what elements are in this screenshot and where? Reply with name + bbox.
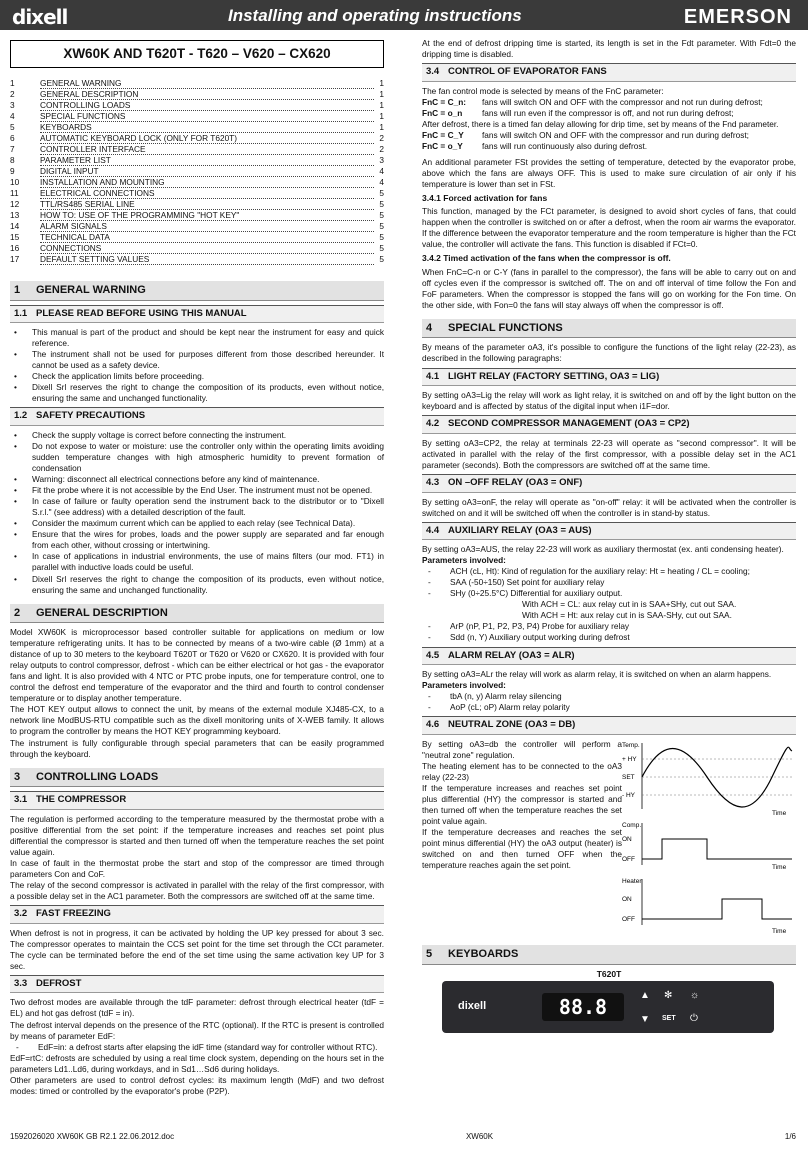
fan-mode-desc: fans will run even if the compressor is off, and not run during defrost; xyxy=(482,107,734,118)
fan-mode-desc: fans will switch ON and OFF with the compressor and not run during defrost; xyxy=(482,96,763,107)
toc-page: 5 xyxy=(379,198,384,209)
fan-mode-desc: After defrost, there is a timed fan delay allowing for drip time, set by means of the Fnd parameter. xyxy=(422,118,779,129)
section-1-heading: 1 GENERAL WARNING xyxy=(10,281,384,301)
toc-row[interactable] xyxy=(10,166,384,177)
list-item: • In case of failure or faulty operation send the instrument back to the distributor or to "Dixell S.r.l." (see address) with a detailed description of the fault. xyxy=(10,496,384,518)
toc-row[interactable] xyxy=(10,232,384,243)
toc-number: 5 xyxy=(10,121,15,132)
section-3-3-heading: 3.3 DEFROST xyxy=(10,975,384,994)
down-key-icon[interactable]: ▼ xyxy=(640,1013,650,1025)
toc-title: PARAMETER LIST xyxy=(40,155,374,166)
toc-page: 5 xyxy=(379,209,384,220)
toc-number: 17 xyxy=(10,253,20,264)
footer-page: 1/6 xyxy=(784,1132,796,1141)
time-axis-label: Time xyxy=(772,927,787,935)
toc-row[interactable] xyxy=(10,254,384,265)
safety-list xyxy=(10,430,384,595)
list-item: • Warning: disconnect all electrical connections before any kind of maintenance. xyxy=(10,474,384,485)
parameter-item: - tbA (n, y) Alarm relay silencing xyxy=(422,691,796,702)
fan-mode-item xyxy=(422,108,796,119)
minus-hy-label: - HY xyxy=(622,791,635,799)
toc-page: 5 xyxy=(379,220,384,231)
toc-number: 12 xyxy=(10,198,20,209)
panel-brand: dixell xyxy=(458,999,487,1012)
toc-number: 3 xyxy=(10,99,15,110)
parameter-item: - Sdd (n, Y) Auxiliary output working during defrost xyxy=(422,632,796,643)
toc-number: 15 xyxy=(10,231,20,242)
paragraph: The defrost interval depends on the presence of the RTC (optional). If the RTC is present is controlled by means of parameter EdF: xyxy=(10,1019,384,1041)
comp-axis-label: Comp. xyxy=(622,821,642,829)
parameter-detail: With ACH = Ht: aux relay cut in is SAA-SHy, cut out SAA. xyxy=(522,610,732,621)
toc-number: 13 xyxy=(10,209,20,220)
toc-title: INSTALLATION AND MOUNTING xyxy=(40,177,374,188)
toc-number: 10 xyxy=(10,176,20,187)
document-title: XW60K AND T620T - T620 – V620 – CX620 xyxy=(10,40,384,68)
parameter-item: - SHy (0÷25.5°C) Differential for auxiliary output. xyxy=(422,588,796,599)
keyboard-panel xyxy=(442,981,774,1033)
set-key[interactable]: SET xyxy=(662,1014,676,1022)
paragraph: The relay of the second compressor is activated in parallel with the relay of the first compressor, with a possible delay set in the AC1 parameter. Both the compressors are switched off at the same time. xyxy=(10,880,384,902)
paragraph: The fan control mode is selected by means of the FnC parameter: xyxy=(422,85,664,96)
toc-page: 1 xyxy=(379,110,384,121)
up-key-icon[interactable]: ▲ xyxy=(640,989,650,1001)
toc-number: 6 xyxy=(10,132,15,143)
page-banner-title: Installing and operating instructions xyxy=(228,6,522,25)
toc-row[interactable] xyxy=(10,78,384,89)
dixell-logo: dixell xyxy=(12,5,68,29)
toc-row[interactable] xyxy=(10,133,384,144)
paragraph: By setting oA3=db the controller will perform a "neutral zone" regulation. xyxy=(422,738,622,760)
power-key-icon[interactable]: ⏻ xyxy=(690,1012,698,1024)
section-3-4-2-heading: 3.4.2 Timed activation of the fans when the compressor is off. xyxy=(422,253,671,264)
toc-page: 5 xyxy=(379,253,384,264)
paragraph: When defrost is not in progress, it can be activated by holding the UP key pressed for about 3 sec. The compressor operates to maintain the CCS set point for the time set through the CCt parameter. The cycle can be terminated before the end of the set time using the same activation key UP for 3 sec. xyxy=(10,927,384,971)
parameters-label: Parameters involved: xyxy=(422,680,506,691)
defrost-key-icon[interactable]: ✻ xyxy=(664,989,673,1001)
toc-page: 3 xyxy=(379,154,384,165)
toc-number: 7 xyxy=(10,143,15,154)
toc-row[interactable] xyxy=(10,210,384,221)
fan-mode-item xyxy=(422,97,796,108)
heater-signal xyxy=(642,899,792,919)
toc-title: ALARM SIGNALS xyxy=(40,221,374,232)
section-2-heading: 2 GENERAL DESCRIPTION xyxy=(10,604,384,624)
paragraph: EdF=rtC: defrosts are scheduled by using a real time clock system, depending on the hours set in the parameters Ld1..Ld6, during workdays, and in Sd1…Sd6 during holidays. xyxy=(10,1052,384,1074)
compressor-signal xyxy=(642,839,792,859)
toc-number: 16 xyxy=(10,242,20,253)
paragraph: By setting oA3=Lig the relay will work as light relay, it is switched on and off by the light button on the keyboard and is affected by status of the digital input when i1F=dor. xyxy=(422,390,796,412)
toc-title: TECHNICAL DATA xyxy=(40,232,374,243)
paragraph: At the end of defrost dripping time is started, its length is set in the Fdt parameter. With Fdt=0 the dripping time is disabled. xyxy=(422,38,796,60)
footer-model: XW60K xyxy=(465,1132,494,1141)
footer-doc-id: 1592026020 XW60K GB R2.1 22.06.2012.doc xyxy=(10,1132,175,1141)
plus-hy-label: + HY xyxy=(622,755,637,763)
paragraph: This function, managed by the FCt parameter, is designed to avoid short cycles of fans, that could happen when the controller is switched on or after a defrost, when the room air warms the evaporator. If the difference between the evaporator temperature and the room temperature is higher than the FCt value, the controller will activate the fans. This function is disabled if FCt=0. xyxy=(422,206,796,250)
parameter-item: - SAA (-50÷150) Set point for auxiliary relay xyxy=(422,577,796,588)
toc-row[interactable] xyxy=(10,144,384,155)
fan-mode-key: FnC = C_n: xyxy=(422,96,467,107)
section-4-3-heading: 4.3 ON –OFF RELAY (OA3 = ONF) xyxy=(422,474,796,493)
fan-mode-item xyxy=(422,141,796,152)
toc-page: 4 xyxy=(379,176,384,187)
parameter-item: - ArP (nP, P1, P2, P3, P4) Probe for auxiliary relay xyxy=(422,621,796,632)
on-label: ON xyxy=(622,835,632,843)
toc-row[interactable] xyxy=(10,221,384,232)
section-4-6-heading: 4.6 NEUTRAL ZONE (OA3 = DB) xyxy=(422,716,796,735)
list-item: • Check the supply voltage is correct before connecting the instrument. xyxy=(10,430,384,441)
panel-display: 88.8 xyxy=(542,993,624,1021)
section-3-4-heading: 3.4 CONTROL OF EVAPORATOR FANS xyxy=(422,63,796,82)
right-column xyxy=(422,38,796,1039)
temp-axis-label: Temp. xyxy=(622,741,640,749)
parameter-item: - AoP (cL; oP) Alarm relay polarity xyxy=(422,702,796,713)
fan-mode-item xyxy=(422,119,796,130)
toc-title: CONNECTIONS xyxy=(40,243,374,254)
left-column xyxy=(10,40,384,1097)
paragraph: - EdF=in: a defrost starts after elapsing the idF time (standard way for controller without RTC). xyxy=(10,1042,384,1053)
warning-list xyxy=(10,327,384,404)
toc-page: 5 xyxy=(379,187,384,198)
list-item: • Ensure that the wires for probes, loads and the power supply are separated and far enough from each other, without crossing or intertwining. xyxy=(10,529,384,551)
fan-mode-desc: fans will run continuously also during defrost. xyxy=(482,140,648,151)
description-paragraph: Model XW60K is microprocessor based controller suitable for applications on medium or low temperature refrigerating units. It has to be connected by means of a two-wire cable (Ø 1mm) at a distance of up to 30 meters to the keyboard T620T or T620 or V620 or CX620. It is provided with four relay outputs to control compressor, defrost - which can be either electrical or hot gas - the evaporator fans and light. It is also provided with 4 NTC or PTC probe inputs, one for temperature control, one to control the defrost end temperature of the evaporator and the third and fourth to control condenser temperature or to display another temperature. xyxy=(10,627,384,704)
section-1-2-heading: 1.2 SAFETY PRECAUTIONS xyxy=(10,407,384,426)
list-item: • The instrument shall not be used for purposes different from those described hereunder. It cannot be used as a safety device. xyxy=(10,349,384,371)
paragraph: By setting oA3=ALr the relay will work as alarm relay, it is switched on when an alarm happens. xyxy=(422,669,772,680)
toc-page: 5 xyxy=(379,242,384,253)
toc-row[interactable] xyxy=(10,111,384,122)
fan-modes-list xyxy=(422,97,796,152)
temperature-curve xyxy=(642,747,792,807)
toc-row[interactable] xyxy=(10,199,384,210)
fan-mode-item xyxy=(422,130,796,141)
toc-page: 1 xyxy=(379,121,384,132)
parameters-label: Parameters involved: xyxy=(422,555,506,566)
toc-number: 8 xyxy=(10,154,15,165)
section-4-2-heading: 4.2 SECOND COMPRESSOR MANAGEMENT (OA3 = CP2) xyxy=(422,415,796,434)
page-footer xyxy=(10,1132,796,1143)
toc-number: 1 xyxy=(10,78,15,88)
paragraph: By setting oA3=AUS, the relay 22-23 will work as auxiliary thermostat (ex. anti condensing heater). xyxy=(422,544,784,555)
toc-row[interactable] xyxy=(10,100,384,111)
description-paragraph: The instrument is fully configurable through special parameters that can be easily programmed through the keyboard. xyxy=(10,737,384,759)
toc-title: GENERAL WARNING xyxy=(40,78,374,89)
list-item: • Consider the maximum current which can be applied to each relay (see Technical Data). xyxy=(10,518,384,529)
toc-page: 1 xyxy=(379,99,384,110)
section-3-4-1-heading: 3.4.1 Forced activation for fans xyxy=(422,192,548,203)
paragraph: When FnC=C-n or C-Y (fans in parallel to the compressor), the fans will be able to carry out on and off cycles even if the compressor is switched off. The on and off interval of time follow the Fon and FoF parameters. When the compressor is stopped the fans will go on working for the Fon time. On the other side, with Fon=0 the fans will stay always off when the compressor is off. xyxy=(422,266,796,310)
neutral-zone-block xyxy=(422,739,796,939)
paragraph: By setting oA3=onF, the relay will operate as "on-off" relay: it will be activated when the controller is switched on and it will be switched off when the controller is in stand-by status. xyxy=(422,496,796,518)
toc-title: AUTOMATIC KEYBOARD LOCK (ONLY FOR T620T) xyxy=(40,133,374,144)
toc-title: DIGITAL INPUT xyxy=(40,166,374,177)
toc-title: HOW TO: USE OF THE PROGRAMMING "HOT KEY" xyxy=(40,210,374,221)
paragraph: By means of the parameter oA3, it's possible to configure the functions of the light relay (22-23), as described in the following paragraphs: xyxy=(422,342,796,364)
fan-mode-key: FnC = C_Y xyxy=(422,129,464,140)
toc-title: ELECTRICAL CONNECTIONS xyxy=(40,188,374,199)
section-4-4-heading: 4.4 AUXILIARY RELAY (OA3 = AUS) xyxy=(422,522,796,541)
description-paragraph: The HOT KEY output allows to connect the unit, by means of the external module XJ485-CX, to a network line ModBUS-RTU compatible such as the dixell monitoring units of X-WEB family. It allows to program the controller by means the HOT KEY programming keyboard. xyxy=(10,704,384,737)
set-label: SET xyxy=(622,773,635,781)
parameter-detail: With ACH = CL: aux relay cut in is SAA+SHy, cut out SAA. xyxy=(522,599,737,610)
section-4-heading: 4 SPECIAL FUNCTIONS xyxy=(422,319,796,339)
paragraph: Two defrost modes are available through the tdF parameter: defrost through electrical heater (tdF = EL) and hot gas defrost (tdF = in). xyxy=(10,997,384,1019)
toc-title: GENERAL DESCRIPTION xyxy=(40,89,374,100)
section-5-heading: 5 KEYBOARDS xyxy=(422,945,796,965)
time-axis-label: Time xyxy=(772,809,787,817)
toc-row[interactable] xyxy=(10,177,384,188)
emerson-logo: EMERSON xyxy=(683,6,792,28)
on-label: ON xyxy=(622,895,632,903)
toc-page: 1 xyxy=(379,88,384,99)
toc-number: 4 xyxy=(10,110,15,121)
section-4-5-heading: 4.5 ALARM RELAY (OA3 = ALR) xyxy=(422,647,796,666)
toc-row[interactable] xyxy=(10,89,384,100)
list-item: • This manual is part of the product and should be kept near the instrument for easy and quick reference. xyxy=(10,327,384,349)
paragraph: An additional parameter FSt provides the setting of temperature, detected by the evaporator probe, above which the fans are always OFF. This is used to make sure circulation of air only if his temperature is lower than set in FSt. xyxy=(422,156,796,189)
off-label: OFF xyxy=(622,855,635,863)
section-1-1-heading: 1.1 PLEASE READ BEFORE USING THIS MANUAL xyxy=(10,305,384,324)
paragraph: The heating element has to be connected to the oA3 relay (22-23) xyxy=(422,760,622,782)
toc-page: 2 xyxy=(379,143,384,154)
list-item: • Dixell Srl reserves the right to change the composition of its products, even without notice, ensuring the same and unchanged functionality. xyxy=(10,574,384,596)
toc-page: 2 xyxy=(379,132,384,143)
toc-page: 4 xyxy=(379,165,384,176)
keyboard-model-label: T620T xyxy=(596,968,622,979)
toc-title: DEFAULT SETTING VALUES xyxy=(40,254,374,265)
list-item: • In case of applications in industrial environments, the use of mains filters (our mod. FT1) in parallel with inductive loads could be useful. xyxy=(10,551,384,573)
list-item: • Check the application limits before proceeding. xyxy=(10,371,384,382)
neutral-zone-text xyxy=(422,739,622,939)
section-3-heading: 3 CONTROLLING LOADS xyxy=(10,768,384,788)
toc-number: 2 xyxy=(10,88,15,99)
paragraph: Other parameters are used to control defrost cycles: its maximum length (MdF) and two defrost modes: timed or controlled by the evaporator's probe (P2P). xyxy=(10,1074,384,1096)
fan-mode-key: FnC = o_n xyxy=(422,107,463,118)
table-of-contents xyxy=(10,78,384,265)
neutral-zone-diagram xyxy=(622,739,796,939)
fan-mode-key: FnC = o_Y xyxy=(422,140,463,151)
off-label: OFF xyxy=(622,915,635,923)
toc-title: KEYBOARDS xyxy=(40,122,374,133)
section-4-1-heading: 4.1 LIGHT RELAY (FACTORY SETTING, OA3 = LIG) xyxy=(422,368,796,387)
header-bar xyxy=(0,0,808,30)
paragraph: By setting oA3=CP2, the relay at terminals 22-23 will operate as "second compressor". It will be activated in parallel with the relay of the first compressor, with a possible delay set in the AC1 parameter (seconds). Both the compressors are switched off at the same time. xyxy=(422,437,796,470)
list-item: • Dixell Srl reserves the right to change the composition of its products, even without notice, ensuring the same and unchanged functionality. xyxy=(10,382,384,404)
heater-axis-label: Heater xyxy=(622,877,642,885)
toc-row[interactable] xyxy=(10,188,384,199)
fan-mode-desc: fans will switch ON and OFF with the compressor and run during defrost; xyxy=(482,129,749,140)
toc-title: CONTROLLER INTERFACE xyxy=(40,144,374,155)
toc-title: SPECIAL FUNCTIONS xyxy=(40,111,374,122)
section-3-2-heading: 3.2 FAST FREEZING xyxy=(10,905,384,924)
light-key-icon[interactable]: ☼ xyxy=(690,989,700,1001)
list-item: • Do not expose to water or moisture: use the controller only within the operating limits avoiding sudden temperature changes with high atmospheric humidity to prevent formation of condensation xyxy=(10,441,384,474)
toc-row[interactable] xyxy=(10,243,384,254)
keyboard-figure xyxy=(422,969,796,1039)
toc-number: 14 xyxy=(10,220,20,231)
toc-number: 9 xyxy=(10,165,15,176)
toc-number: 11 xyxy=(10,187,19,198)
paragraph: If the temperature increases and reaches set point plus differential (HY) the compressor is started and then turned off when the temperature reaches the set point value again. xyxy=(422,783,622,827)
paragraph: The regulation is performed according to the temperature measured by the thermostat probe with a positive differential from the set point: if the temperature increases and reaches set point plus differential the compressor is started and then turned off when the temperature reaches the set point value again. xyxy=(10,813,384,857)
list-item: • Fit the probe where it is not accessible by the End User. The instrument must not be opened. xyxy=(10,485,384,496)
parameter-item: - ACH (cL, Ht): Kind of regulation for the auxiliary relay: Ht = heating / CL = cooling; xyxy=(422,566,796,577)
toc-row[interactable] xyxy=(10,122,384,133)
paragraph: If the temperature decreases and reaches the set point minus differential (HY) the oA3 output (heater) is switched on and then turned OFF when the temperature reaches again the set point. xyxy=(422,827,622,871)
toc-title: TTL/RS485 SERIAL LINE xyxy=(40,199,374,210)
paragraph: In case of fault in the thermostat probe the start and stop of the compressor are timed through parameters Con and CoF. xyxy=(10,857,384,879)
toc-page: 1 xyxy=(379,78,384,88)
time-axis-label: Time xyxy=(772,863,787,871)
toc-row[interactable] xyxy=(10,155,384,166)
toc-page: 5 xyxy=(379,231,384,242)
section-3-1-heading: 3.1 THE COMPRESSOR xyxy=(10,791,384,810)
toc-title: CONTROLLING LOADS xyxy=(40,100,374,111)
